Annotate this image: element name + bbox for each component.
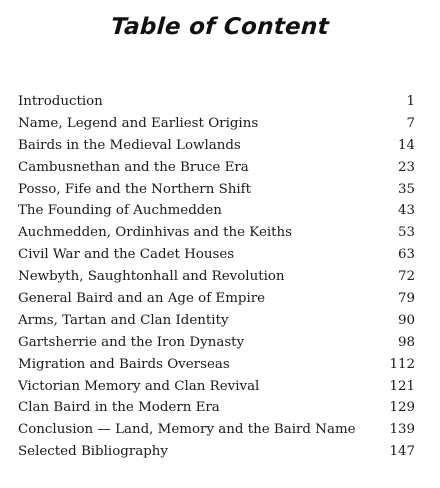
toc-row[interactable] (18, 332, 415, 354)
toc-row[interactable] (18, 310, 415, 332)
toc-entry-label: Posso, Fife and the Northern Shift (18, 181, 251, 197)
toc-entry-label: Arms, Tartan and Clan Identity (18, 312, 229, 328)
toc-page-number: 43 (397, 203, 415, 219)
toc-page-number: 90 (397, 312, 415, 328)
toc-page-number: 147 (389, 444, 415, 460)
toc-page-number: 98 (397, 334, 415, 350)
toc-entry-label: Name, Legend and Earliest Origins (18, 115, 259, 131)
toc-row[interactable] (18, 113, 415, 135)
toc-row[interactable] (18, 288, 415, 310)
toc-row[interactable] (18, 419, 415, 441)
toc-title: Table of Content (110, 14, 330, 40)
toc-list (18, 91, 415, 463)
toc-row[interactable] (18, 200, 415, 222)
toc-entry-label: Selected Bibliography (18, 444, 168, 460)
toc-entry-label: Civil War and the Cadet Houses (18, 247, 235, 263)
toc-entry-label: Migration and Bairds Overseas (18, 356, 230, 372)
toc-page-number: 139 (389, 422, 415, 438)
toc-row[interactable] (18, 397, 415, 419)
toc-page-number: 14 (397, 137, 415, 153)
toc-entry-label: Newbyth, Saughtonhall and Revolution (18, 269, 285, 285)
toc-row[interactable] (18, 266, 415, 288)
toc-row[interactable] (18, 244, 415, 266)
toc-entry-label: Auchmedden, Ordinhivas and the Keiths (18, 225, 293, 241)
toc-page-number: 7 (406, 115, 415, 131)
toc-row[interactable] (18, 222, 415, 244)
toc-row[interactable] (18, 91, 415, 113)
toc-row[interactable] (18, 179, 415, 201)
toc-page-number: 112 (389, 356, 415, 372)
toc-page-number: 53 (397, 225, 415, 241)
toc-page-number: 79 (397, 291, 415, 307)
toc-row[interactable] (18, 157, 415, 179)
toc-entry-label: General Baird and an Age of Empire (18, 291, 266, 307)
toc-page-number: 129 (389, 400, 415, 416)
toc-row[interactable] (18, 441, 415, 463)
toc-entry-label: Bairds in the Medieval Lowlands (18, 137, 241, 153)
toc-page-number: 121 (389, 378, 415, 394)
toc-row[interactable] (18, 135, 415, 157)
toc-entry-label: Conclusion — Land, Memory and the Baird Name (18, 422, 356, 438)
toc-page-number: 35 (397, 181, 415, 197)
toc-entry-label: Clan Baird in the Modern Era (18, 400, 220, 416)
toc-entry-label: Victorian Memory and Clan Revival (18, 378, 260, 394)
toc-page-number: 23 (397, 159, 415, 175)
toc-entry-label: Gartsherrie and the Iron Dynasty (18, 334, 245, 350)
toc-page-number: 72 (397, 269, 415, 285)
toc-page-number: 63 (397, 247, 415, 263)
toc-row[interactable] (18, 376, 415, 398)
toc-row[interactable] (18, 354, 415, 376)
toc-page-number: 1 (406, 94, 415, 109)
toc-entry-label: The Founding of Auchmedden (18, 203, 222, 219)
toc-entry-label: Introduction (18, 94, 103, 109)
toc-entry-label: Cambusnethan and the Bruce Era (18, 159, 249, 175)
